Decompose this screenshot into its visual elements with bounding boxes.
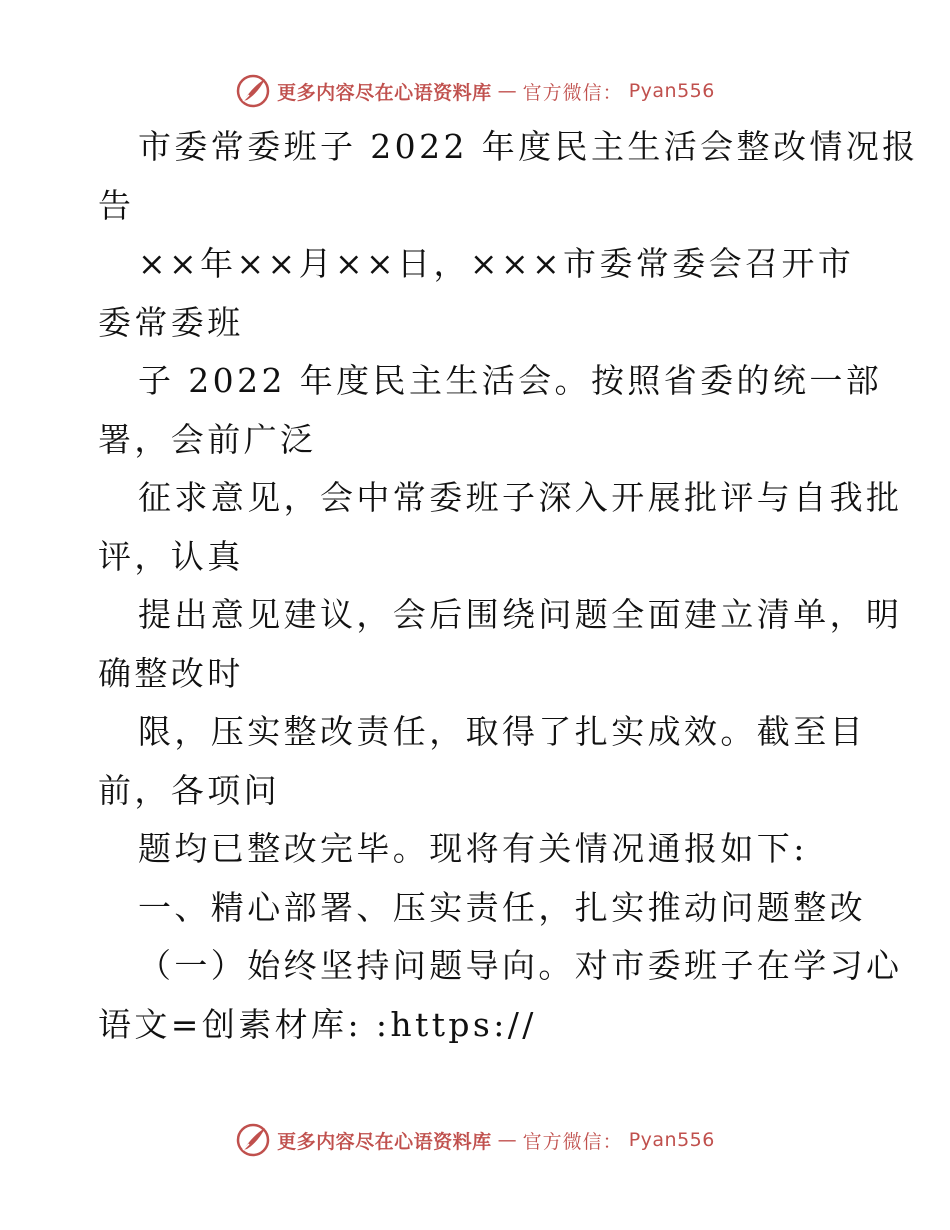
- text-line: 确整改时: [98, 653, 244, 693]
- text-line: 委常委班: [98, 302, 244, 342]
- quill-pen-logo-icon: [235, 73, 271, 109]
- text-line: 语文=创素材库: :https://: [98, 1004, 537, 1044]
- text-line: 市委常委班子 2022 年度民主生活会整改情况报: [138, 127, 919, 166]
- text-line: 评，认真: [98, 536, 244, 576]
- text-line: （一）始终坚持问题导向。对市委班子在学习心: [138, 946, 903, 985]
- banner-slogan: 更多内容尽在心语资料库: [277, 1130, 492, 1153]
- text-line: 限，压实整改责任，取得了扎实成效。截至目: [138, 712, 866, 751]
- banner-dash: —: [497, 80, 517, 102]
- text-line: 子 2022 年度民主生活会。按照省委的统一部: [138, 361, 883, 400]
- text-line: 提出意见建议，会后围绕问题全面建立清单，明: [138, 595, 903, 634]
- banner-dash: —: [497, 1129, 517, 1151]
- footer-banner: [0, 1120, 950, 1160]
- banner-wechat-label: 官方微信：: [522, 81, 623, 104]
- text-line: 一、精心部署、压实责任，扎实推动问题整改: [138, 887, 866, 927]
- header-banner: [0, 71, 950, 111]
- quill-pen-logo-icon: [235, 1122, 271, 1158]
- text-line: 署，会前广泛: [98, 419, 317, 459]
- text-line: 题均已整改完毕。现将有关情况通报如下:: [138, 829, 808, 868]
- text-line: 前，各项问: [98, 770, 280, 810]
- banner-wechat-label: 官方微信：: [522, 1130, 623, 1153]
- text-line: 告: [98, 185, 135, 225]
- banner-slogan: 更多内容尽在心语资料库: [277, 81, 492, 104]
- text-line: 征求意见，会中常委班子深入开展批评与自我批: [138, 478, 903, 517]
- banner-wechat-id: Pyan556: [628, 80, 715, 102]
- document-body: [98, 118, 919, 1054]
- banner-wechat-id: Pyan556: [628, 1129, 715, 1151]
- text-line: ××年××月××日，×××市委常委会召开市: [138, 244, 855, 283]
